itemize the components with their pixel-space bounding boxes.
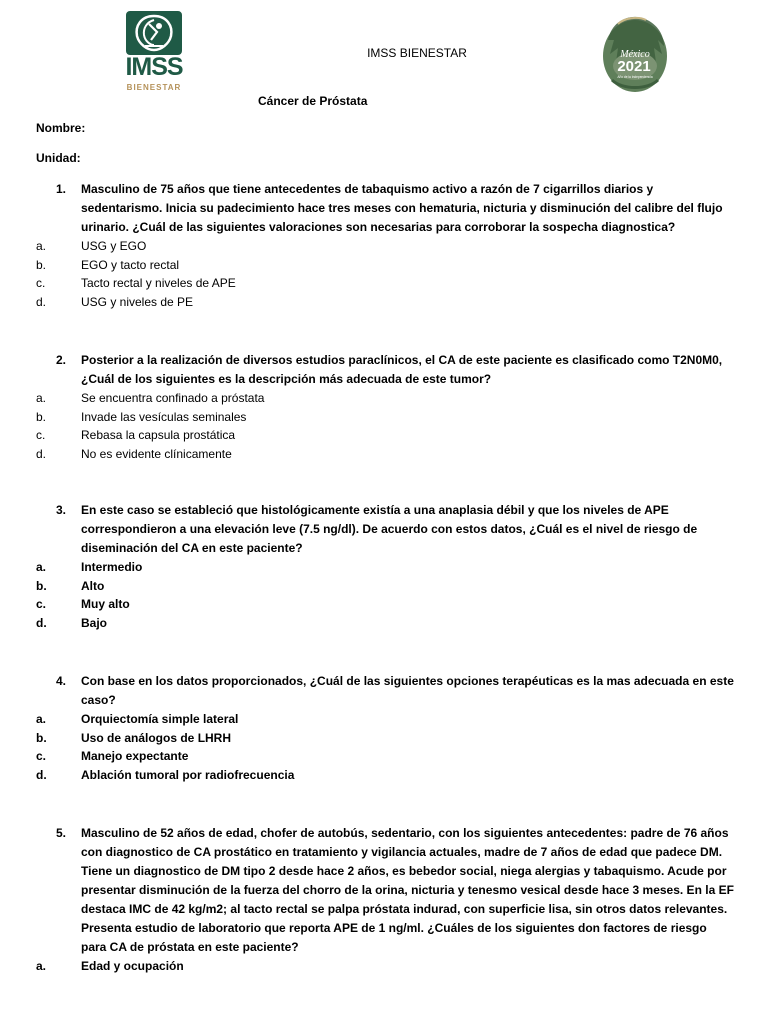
question-number: 2.: [56, 353, 67, 367]
question-5: [36, 824, 736, 976]
option-text: Se encuentra confinado a próstata: [81, 391, 265, 405]
question-line: presentar disminución de la fuerza del chorro de la orina, nicturia y tenesmo vesical desde hace 3 meses. En la EF: [81, 883, 734, 897]
option-text: Invade las vesículas seminales: [81, 409, 247, 424]
option-letter: b.: [36, 578, 47, 593]
option-item: [36, 747, 736, 766]
header-title: IMSS BIENESTAR: [367, 46, 467, 60]
option-letter: c.: [36, 276, 46, 291]
option-item: [36, 729, 736, 748]
option-text: Orquiectomía simple lateral: [81, 712, 239, 726]
option-item: [36, 957, 736, 976]
question-stem: [36, 351, 736, 389]
question-line: caso?: [81, 693, 116, 707]
question-line: Masculino de 52 años de edad, chofer de autobús, sedentario, con los siguientes antecedentes: padre de 76 años: [81, 826, 729, 840]
option-item: [36, 766, 736, 785]
options-list: [36, 389, 736, 464]
option-item: [36, 445, 736, 464]
options-list: [36, 710, 736, 785]
option-item: [36, 710, 736, 729]
question-line: con diagnostico de CA prostático en tratamiento y vigilancia actuales, madre de 7 años de edad que padece DM.: [81, 845, 723, 859]
question-number: 1.: [56, 182, 67, 196]
option-item: [36, 558, 736, 577]
option-item: [36, 274, 736, 293]
question-line: sedentarismo. Inicia su padecimiento hace tres meses con hematuria, nicturia y disminución del calibre del flujo: [81, 201, 723, 215]
question-line: Tiene un diagnostico de DM tipo 2 desde hace 2 años, es bebedor social, niega alergias y tabaquismo. Acude por: [81, 864, 727, 878]
option-text: Rebasa la capsula prostática: [81, 428, 236, 443]
option-text: USG y EGO: [81, 239, 147, 253]
option-text: Uso de análogos de LHRH: [81, 730, 232, 745]
bienestar-wordmark: BIENESTAR: [126, 83, 182, 92]
option-letter: b.: [36, 730, 47, 745]
question-stem: [36, 501, 736, 558]
question-1: [36, 180, 736, 312]
option-item: [36, 426, 736, 445]
question-3: [36, 501, 736, 633]
unidad-field-label: Unidad:: [36, 151, 81, 165]
question-line: Masculino de 75 años que tiene antecedentes de tabaquismo activo a razón de 7 cigarrillos diarios y: [81, 182, 654, 196]
question-2: [36, 351, 736, 464]
option-text: Intermedio: [81, 560, 143, 574]
option-letter: c.: [36, 428, 46, 443]
options-list: [36, 237, 736, 312]
option-item: [36, 293, 736, 312]
option-text: No es evidente clínicamente: [81, 447, 232, 462]
question-number: 3.: [56, 503, 67, 517]
nombre-field-label: Nombre:: [36, 121, 86, 135]
question-line: urinario. ¿Cuál de las siguientes valoraciones son necesarias para corroborar la sospecha diagnostica?: [81, 220, 676, 234]
option-item: [36, 595, 736, 614]
question-line: En este caso se estableció que histológicamente existía a una anaplasia débil y que los niveles de APE: [81, 503, 669, 517]
question-stem: [36, 180, 736, 237]
question-number: 5.: [56, 826, 67, 840]
option-letter: c.: [36, 749, 47, 764]
question-line: destaca IMC de 42 kg/m2; al tacto rectal se palpa próstata indurad, con superficie lisa, sin otros datos relevantes.: [81, 902, 728, 916]
option-letter: c.: [36, 597, 47, 612]
option-item: [36, 256, 736, 275]
option-item: [36, 614, 736, 633]
seal-mexico-text: México: [620, 49, 650, 60]
question-line: para CA de próstata en este paciente?: [81, 940, 299, 954]
option-letter: a.: [36, 959, 47, 973]
option-item: [36, 408, 736, 427]
seal-year-text: 2021: [617, 58, 651, 75]
question-4: [36, 672, 736, 785]
option-letter: d.: [36, 768, 47, 783]
option-letter: b.: [36, 409, 47, 424]
option-item: [36, 237, 736, 256]
question-stem: [36, 672, 736, 710]
mexico-2021-seal-icon: [598, 10, 672, 94]
document-title: Cáncer de Próstata: [258, 94, 368, 108]
option-letter: a.: [36, 560, 47, 574]
option-item: [36, 577, 736, 596]
option-letter: b.: [36, 257, 47, 272]
option-text: Muy alto: [81, 597, 130, 612]
question-stem: [36, 824, 736, 957]
option-letter: a.: [36, 239, 47, 253]
question-line: correspondieron a una elevación leve (7.5 ng/dl). De acuerdo con estos datos, ¿Cuál es el nivel de riesgo de: [81, 522, 698, 536]
question-line: Presenta estudio de laboratorio que reporta APE de 1 ng/ml. ¿Cuáles de los siguientes don factores de riesgo: [81, 921, 707, 935]
question-line: diseminación del CA en este paciente?: [81, 541, 303, 555]
option-item: [36, 389, 736, 408]
option-text: Tacto rectal y niveles de APE: [81, 276, 236, 291]
option-letter: a.: [36, 391, 47, 405]
option-letter: d.: [36, 447, 47, 462]
question-line: Con base en los datos proporcionados, ¿Cuál de las siguientes opciones terapéuticas es la mas adecuada en este: [81, 674, 734, 688]
question-line: Posterior a la realización de diversos estudios paraclínicos, el CA de este paciente es clasificado como T2N0M0,: [81, 353, 723, 367]
option-text: Bajo: [81, 616, 108, 631]
option-text: Alto: [81, 578, 105, 593]
option-text: Manejo expectante: [81, 749, 189, 764]
question-number: 4.: [56, 674, 67, 688]
option-text: Edad y ocupación: [81, 959, 184, 973]
option-letter: a.: [36, 712, 47, 726]
options-list: [36, 957, 736, 976]
imss-wordmark: IMSS: [125, 53, 183, 81]
option-letter: d.: [36, 616, 47, 631]
question-line: ¿Cuál de los siguientes es la descripción más adecuada de este tumor?: [81, 372, 492, 386]
option-text: EGO y tacto rectal: [81, 257, 180, 272]
seal-subtitle-text: Año de la Independencia: [617, 75, 653, 79]
option-letter: d.: [36, 295, 47, 310]
option-text: USG y niveles de PE: [81, 295, 194, 310]
option-text: Ablación tumoral por radiofrecuencia: [81, 768, 295, 783]
options-list: [36, 558, 736, 633]
mexico-2021-seal: [598, 10, 672, 94]
